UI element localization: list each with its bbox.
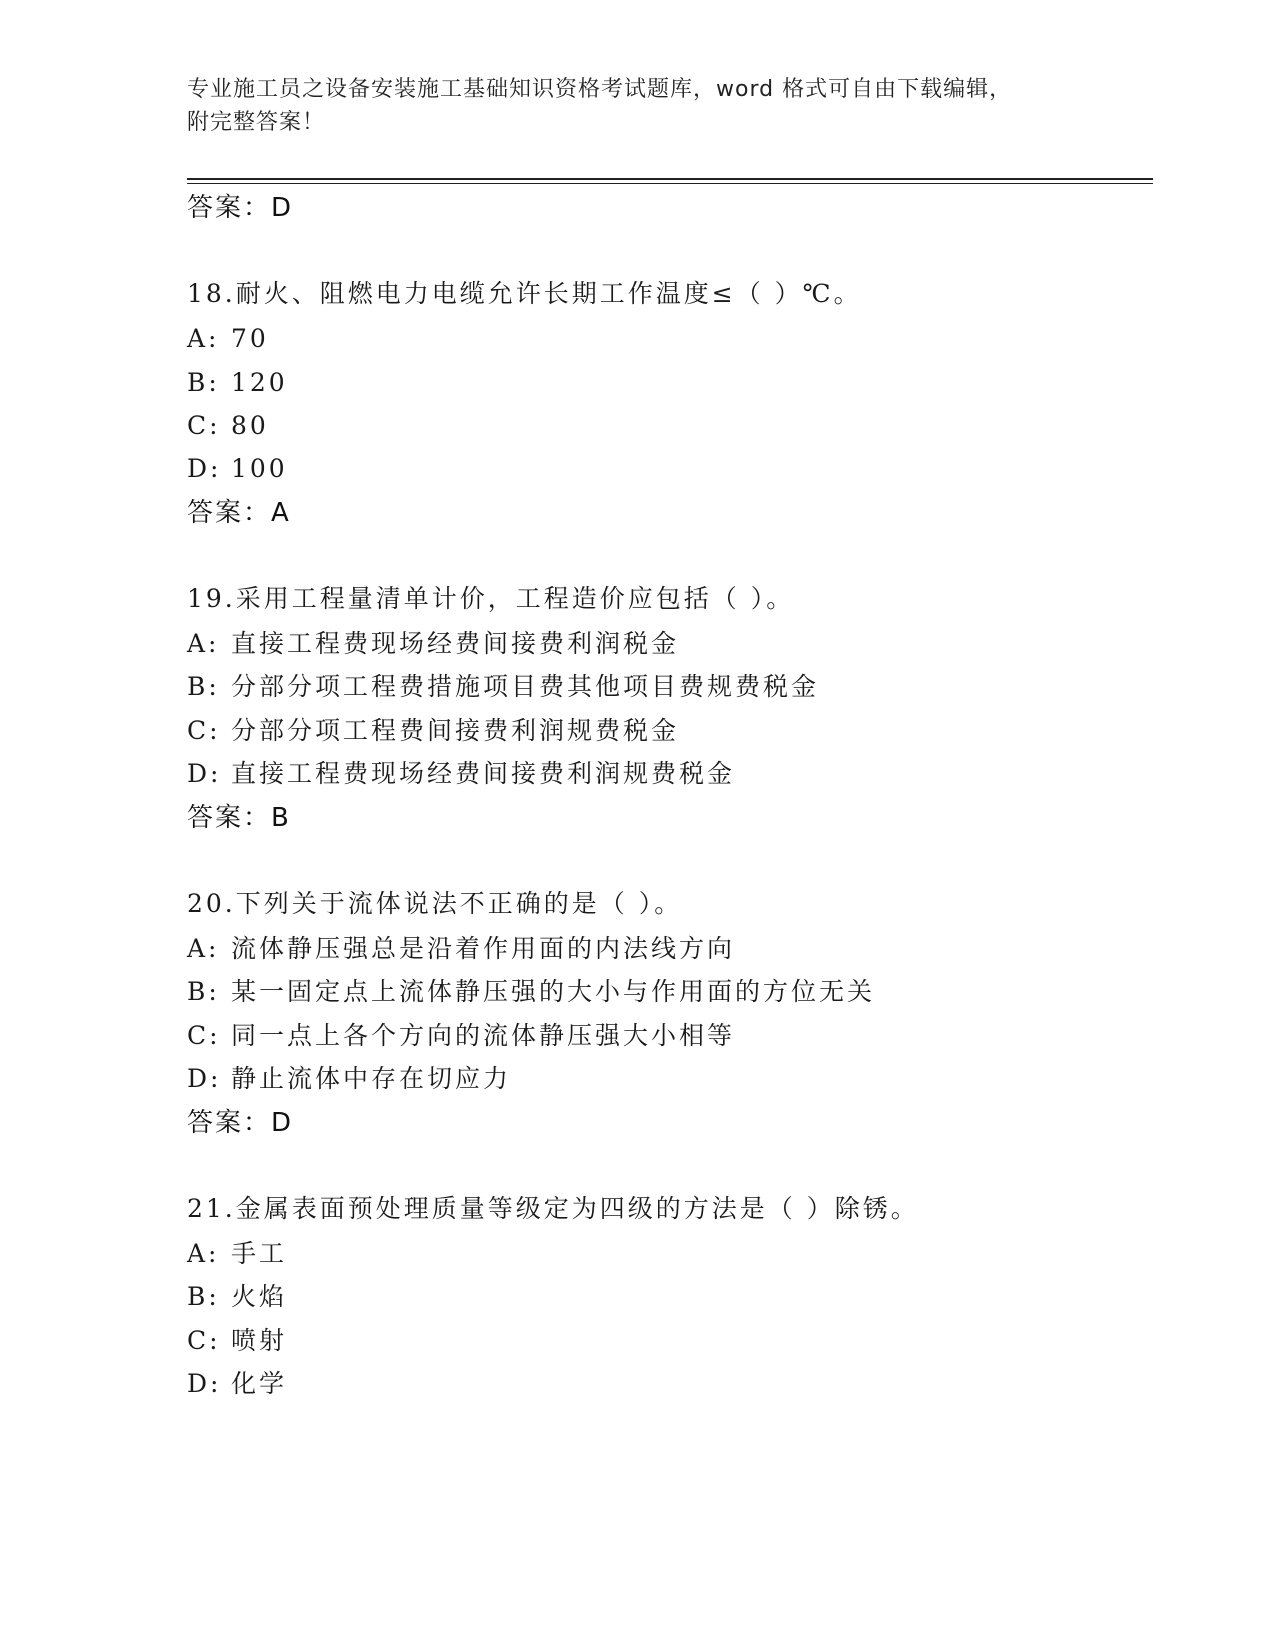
q19-answer: 答案：B bbox=[187, 803, 291, 833]
option-text: 80 bbox=[231, 411, 269, 440]
q21-option-b bbox=[187, 1280, 287, 1314]
q20-option-c bbox=[187, 1019, 735, 1053]
q21-option-d bbox=[187, 1367, 287, 1401]
answer-prev: 答案：D bbox=[187, 193, 294, 223]
option-text: 流体静压强总是沿着作用面的内法线方向 bbox=[231, 934, 736, 963]
q18-option-b bbox=[187, 366, 288, 400]
q20-option-b bbox=[187, 975, 875, 1009]
q20-option-a bbox=[187, 932, 735, 966]
option-text: 120 bbox=[231, 368, 288, 397]
option-label: A: bbox=[187, 629, 220, 658]
question-21-text: 21.金属表面预处理质量等级定为四级的方法是（ ）除锈。 bbox=[187, 1194, 919, 1223]
option-text: 手工 bbox=[231, 1239, 288, 1268]
header-line-1: 专业施工员之设备安装施工基础知识资格考试题库，word 格式可自由下载编辑， bbox=[187, 77, 1013, 102]
q18-option-a bbox=[187, 322, 269, 356]
header-divider-thin bbox=[187, 183, 1153, 184]
q18-option-c bbox=[187, 409, 269, 443]
option-label: A: bbox=[187, 324, 220, 353]
option-text: 喷射 bbox=[231, 1326, 288, 1355]
option-text: 分部分项工程费间接费利润规费税金 bbox=[231, 716, 680, 745]
question-20-text: 20.下列关于流体说法不正确的是（ ）。 bbox=[187, 889, 683, 918]
option-label: C: bbox=[187, 411, 221, 440]
option-label: B: bbox=[187, 672, 220, 701]
q19-option-c bbox=[187, 714, 679, 748]
option-text: 同一点上各个方向的流体静压强大小相等 bbox=[231, 1021, 736, 1050]
q20-answer: 答案：D bbox=[187, 1108, 294, 1138]
option-label: B: bbox=[187, 368, 220, 397]
option-label: D: bbox=[187, 454, 222, 483]
q21-option-c bbox=[187, 1324, 287, 1358]
option-text: 直接工程费现场经费间接费利润规费税金 bbox=[231, 759, 736, 788]
option-text: 100 bbox=[231, 454, 288, 483]
option-text: 70 bbox=[231, 324, 269, 353]
option-label: C: bbox=[187, 716, 221, 745]
q19-option-d bbox=[187, 757, 735, 791]
option-text: 某一固定点上流体静压强的大小与作用面的方位无关 bbox=[231, 977, 876, 1006]
header-divider-thick bbox=[187, 178, 1153, 180]
option-label: B: bbox=[187, 1282, 220, 1311]
option-text: 火焰 bbox=[231, 1282, 288, 1311]
header-line-2: 附完整答案！ bbox=[187, 110, 326, 135]
question-18-text: 18.耐火、阻燃电力电缆允许长期工作温度≤（ ）℃。 bbox=[187, 279, 862, 308]
q21-option-a bbox=[187, 1237, 287, 1271]
option-label: D: bbox=[187, 1369, 222, 1398]
option-text: 分部分项工程费措施项目费其他项目费规费税金 bbox=[231, 672, 820, 701]
q18-option-d bbox=[187, 452, 288, 486]
option-label: D: bbox=[187, 759, 222, 788]
option-label: A: bbox=[187, 1239, 220, 1268]
q18-answer: 答案：A bbox=[187, 498, 291, 528]
option-text: 静止流体中存在切应力 bbox=[231, 1064, 512, 1093]
option-label: C: bbox=[187, 1326, 221, 1355]
option-label: C: bbox=[187, 1021, 221, 1050]
option-text: 化学 bbox=[231, 1369, 288, 1398]
option-label: B: bbox=[187, 977, 220, 1006]
q20-option-d bbox=[187, 1062, 511, 1096]
option-text: 直接工程费现场经费间接费利润税金 bbox=[231, 629, 680, 658]
q19-option-b bbox=[187, 670, 819, 704]
document-header bbox=[187, 73, 1067, 139]
q19-option-a bbox=[187, 627, 679, 661]
option-label: D: bbox=[187, 1064, 222, 1093]
question-19-text: 19.采用工程量清单计价，工程造价应包括（ ）。 bbox=[187, 584, 795, 613]
option-label: A: bbox=[187, 934, 220, 963]
